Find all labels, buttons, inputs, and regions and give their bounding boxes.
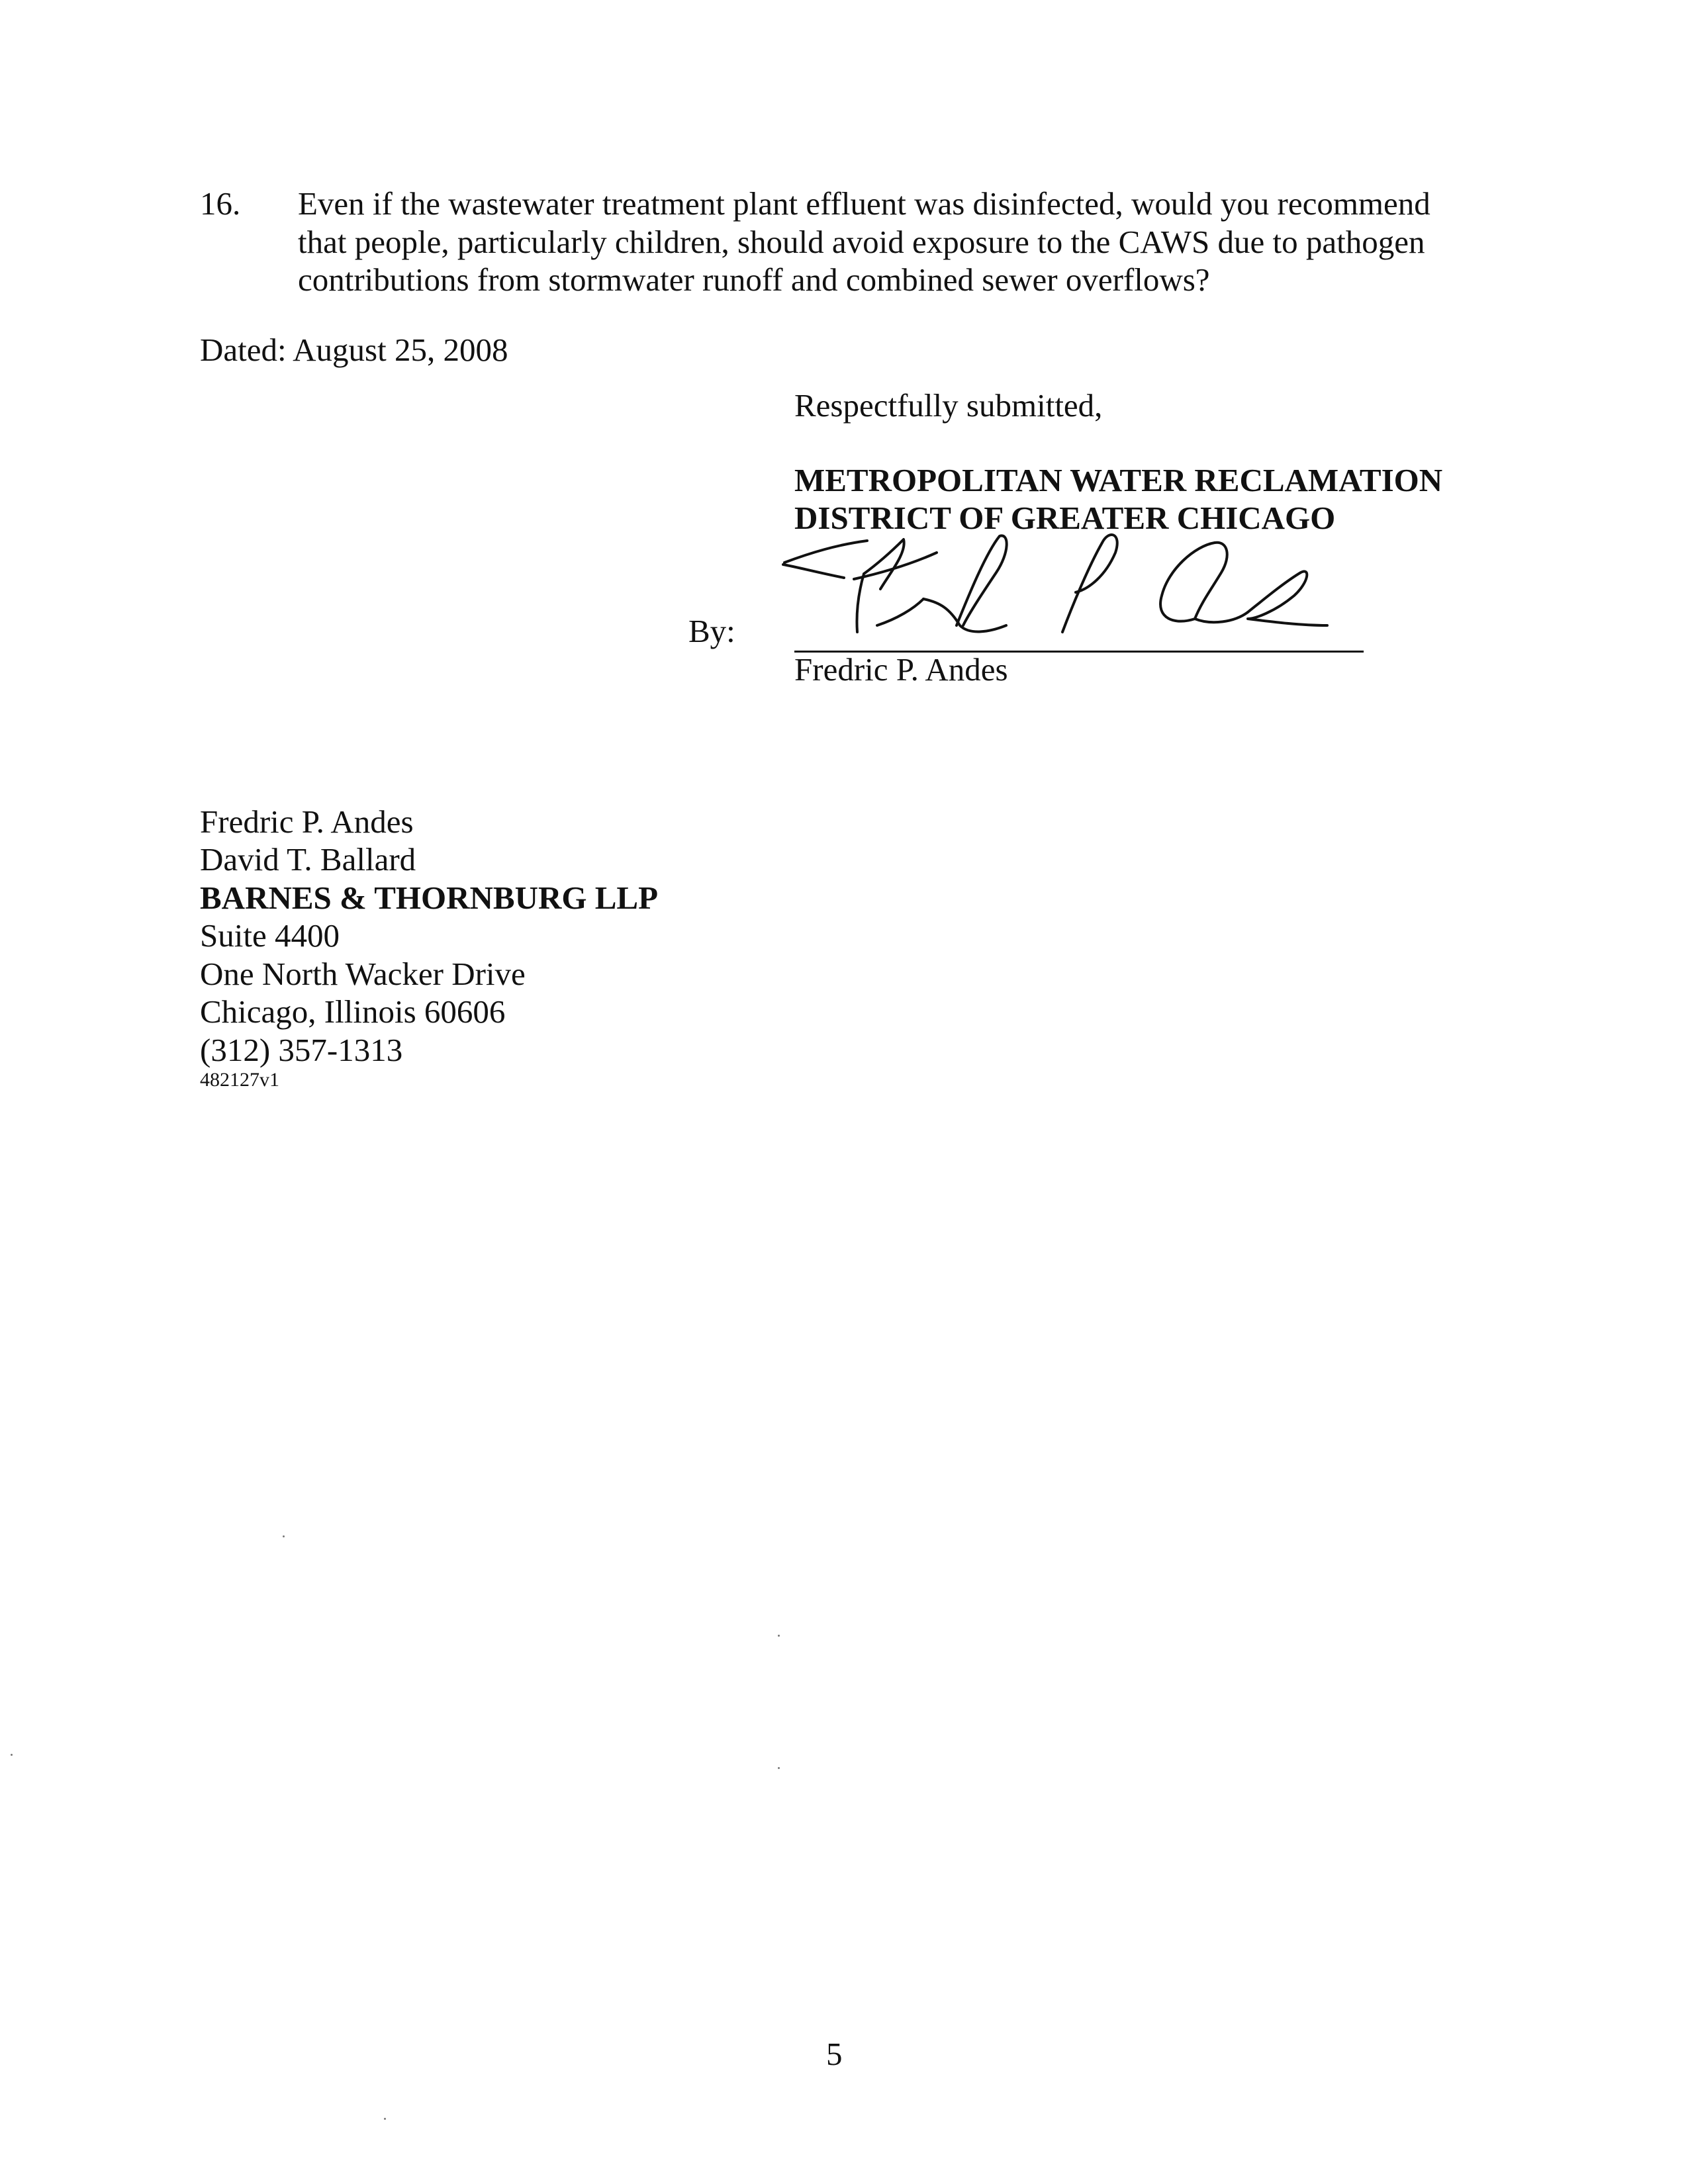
scan-speck [778, 1635, 780, 1637]
page-number: 5 [826, 2036, 843, 2072]
scan-speck [778, 1767, 780, 1769]
organization-line-1: METROPOLITAN WATER RECLAMATION [794, 462, 1443, 498]
address-street: One North Wacker Drive [200, 956, 526, 992]
counsel-name-1: Fredric P. Andes [200, 803, 414, 840]
closing-text: Respectfully submitted, [794, 387, 1103, 424]
scan-speck [384, 2118, 386, 2120]
by-label: By: [688, 613, 735, 649]
question-line-3: contributions from stormwater runoff and combined sewer overflows? [298, 261, 1210, 298]
address-suite: Suite 4400 [200, 917, 340, 954]
scan-speck [283, 1535, 285, 1537]
scan-speck [11, 1754, 13, 1756]
question-line-1: Even if the wastewater treatment plant effluent was disinfected, would you recommend [298, 185, 1430, 222]
address-city: Chicago, Illinois 60606 [200, 993, 506, 1030]
question-number: 16. [200, 185, 241, 222]
counsel-name-2: David T. Ballard [200, 841, 416, 878]
document-id: 482127v1 [200, 1069, 279, 1091]
handwritten-signature [771, 526, 1340, 659]
question-line-2: that people, particularly children, should avoid exposure to the CAWS due to pathogen [298, 224, 1425, 260]
phone-number: (312) 357-1313 [200, 1032, 403, 1068]
law-firm-name: BARNES & THORNBURG LLP [200, 880, 659, 916]
organization-line-2: DISTRICT OF GREATER CHICAGO [794, 500, 1336, 536]
date-line: Dated: August 25, 2008 [200, 332, 508, 368]
signer-name: Fredric P. Andes [794, 651, 1008, 688]
